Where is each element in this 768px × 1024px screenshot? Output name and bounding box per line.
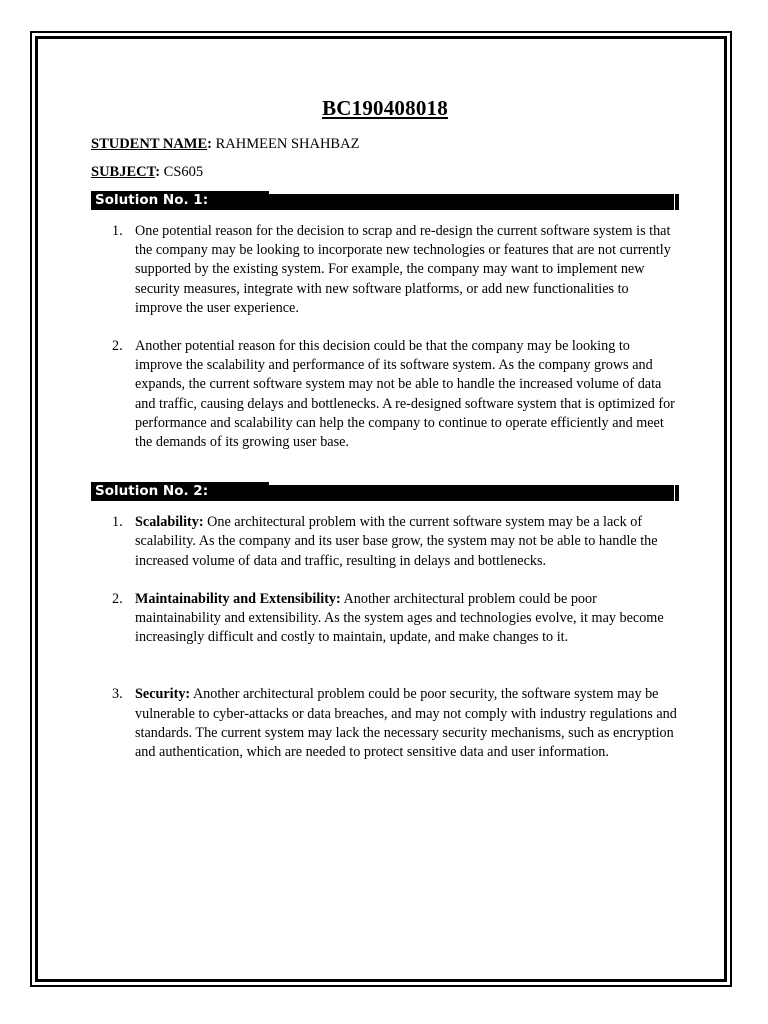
list-item-term: Scalability: — [135, 514, 204, 531]
list-item — [91, 685, 679, 762]
section-title: Solution No. 1: — [95, 192, 209, 208]
list-item-number: 3. — [112, 686, 123, 703]
student-name-line: STUDENT NAME: RAHMEEN SHAHBAZ — [91, 136, 360, 152]
list-item-text: One potential reason for the decision to scrap and re-design the current software system is that the company may be looking to incorporate new technologies or features that are not currently supported by the existing system. For example, the company may want to implement new security measures, integrate with new software platforms, or add new functionalities to improve the user experience. — [135, 223, 671, 316]
list-item — [91, 513, 679, 571]
subject-label: SUBJECT — [91, 164, 156, 180]
list-item-text: Another potential reason for this decision could be that the company may be looking to improve the scalability and performance of its software system. As the company grows and expands, the current software system may not be able to handle the increased volume of data and traffic, causing delays and bottlenecks. A re-designed software system that is optimized for performance and scalability can help the company to continue to operate efficiently and meet the demands of its growing user base. — [135, 338, 675, 451]
solution-1-list — [91, 222, 679, 452]
list-item — [91, 590, 679, 648]
list-item — [91, 337, 679, 452]
list-item-number: 2. — [112, 338, 123, 355]
section-header-solution-2 — [91, 482, 679, 501]
subject-line: SUBJECT: CS605 — [91, 164, 204, 180]
list-item-number: 2. — [112, 590, 123, 607]
document-body — [91, 92, 679, 762]
list-item-text: Another architectural problem could be poor maintainability and extensibility. As the system ages and technologies evolve, it may become increasingly difficult and costly to maintain, update, and make changes to it. — [135, 590, 664, 646]
list-item-number: 1. — [112, 223, 123, 239]
list-item-number: 1. — [112, 514, 123, 531]
list-item-term: Maintainability and Extensibility: — [135, 590, 341, 607]
section-title: Solution No. 2: — [95, 483, 209, 500]
document-id-heading: BC190408018 — [322, 96, 448, 120]
student-name-value: RAHMEEN SHAHBAZ — [215, 136, 360, 152]
list-item-term: Security: — [135, 686, 191, 703]
list-item-text: One architectural problem with the current software system may be a lack of scalability. As the company and its user base grow, the system may not be able to handle the increased volume of data and traffic, resulting in delays and bottlenecks. — [135, 514, 658, 569]
subject-value: CS605 — [163, 164, 204, 180]
solution-2-list — [91, 513, 679, 762]
student-name-label: STUDENT NAME — [91, 136, 208, 152]
section-header-solution-1 — [91, 191, 679, 210]
list-item — [91, 222, 679, 318]
list-item-text: Another architectural problem could be poor security, the software system may be vulnerable to cyber-attacks or data breaches, and may not comply with industry regulations and standards. The current system may lack the necessary security mechanisms, such as encryption and authentication, which are needed to protect sensitive data and user information. — [135, 686, 677, 761]
